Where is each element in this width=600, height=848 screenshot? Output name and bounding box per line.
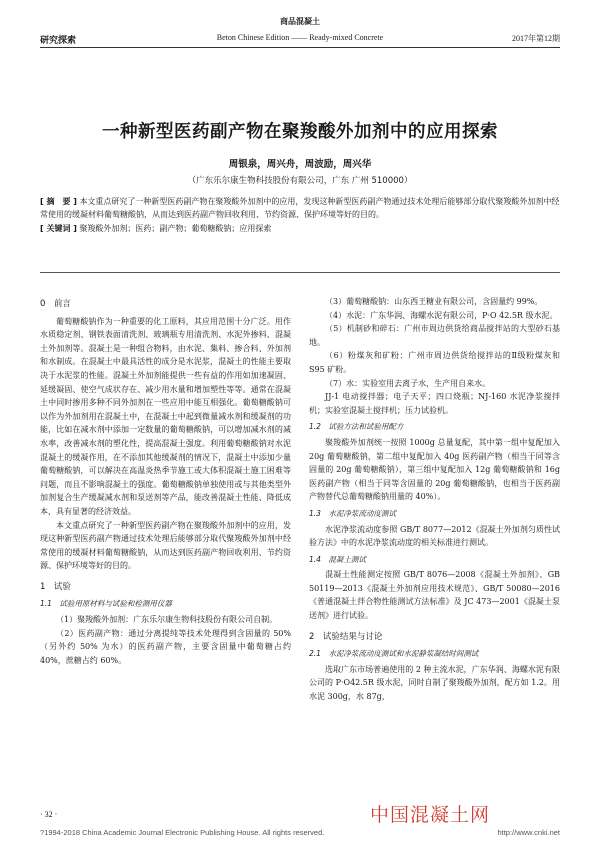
paragraph: 聚羧酸外加剂统一按照 1000g 总量复配，其中第一组中复配加入 20g 葡萄糖酸钠，第二组中复配加入 40g 医药副产物（相当于同等含固量的 20g 葡萄糖酸钠），第三组中复配加入 12g 葡萄糖酸钠和 16g 医药副产物（相当于同等含固量的 20g 葡萄糖酸钠，也相当于医药副产物替代总葡萄糖酸钠用量的 40%）。 xyxy=(309,437,560,502)
article-title: 一种新型医药副产物在聚羧酸外加剂中的应用探索 xyxy=(102,122,498,142)
section-heading-intro: 0 前言 xyxy=(40,299,71,309)
running-header-edition: Beton Chinese Edition —— Ready-mixed Concrete xyxy=(216,33,384,42)
paragraph: 混凝土性能测定按照 GB/T 8076—2008《混凝土外加剂》、GB 50119—2013《混凝土外加剂应用技术规范》、GB/T 50080—2016《普通混凝土拌合物性能测试方法标准》及 JC 473—2001《混凝土泵送剂》进行试验。 xyxy=(309,570,560,621)
paragraph: 葡萄糖酸钠作为一种重要的化工原料，其应用范围十分广泛。用作水质稳定剂、钢铁表面清洗剂、玻璃瓶专用清洗剂、水泥外掺料、混凝土外加剂等。混凝土是一种组合物料，由水泥、集料、掺合料、外加剂和水制成。在混凝土中最具活性的成分是水泥浆，混凝土的性能主要取决于水泥浆的性能。混凝土外加剂能提供一些有益的作用如加速凝固、延缓凝固、使空气成状存在、减少用水量和增加塑性等等。通常在混凝土中同时掺用多种不同外加剂在一些应用中能互相强化。葡萄糖酸钠可以作为外加剂用在混凝土中，在混凝土中起到微量减水剂和缓凝剂的功能，比如在减水剂中添加一定数量的葡萄糖酸钠，可以增加减水剂的减水率，改善减水剂的塑化性，提高混凝土强度。利用葡萄糖酸钠对水泥混凝土的缓凝作用，在不添加其他缓凝剂的情况下，混凝土中添加少量葡萄糖酸钠，可以解决在高温炎热季节施工或大体积混凝土施工困难等问题，而且不影响混凝土的强度。葡萄糖酸钠单独使用或与其他类型外加剂复合生产缓凝减水剂和泵送剂等产品，能改善混凝土性能、降低成本，具有显著的经济效益。 xyxy=(40,316,291,516)
section-heading-results: 2 试验结果与讨论 xyxy=(309,631,383,642)
list-item: （5）机制砂和碎石：广州市周边供货给商品搅拌站的大型砂石基地。 xyxy=(309,324,560,347)
abstract-rule xyxy=(40,272,560,273)
abstract xyxy=(40,195,560,222)
subsection-heading: 1.1 试验用原材料与试验和检测用仪器 xyxy=(40,599,172,609)
running-header-section: 研究探索 xyxy=(40,36,77,46)
page-number: · 32 · xyxy=(40,810,58,819)
keywords-text: 聚羧酸外加剂；医药；副产物；葡萄糖酸钠；应用探索 xyxy=(79,223,272,233)
abstract-text: 本文重点研究了一种新型医药副产物在聚羧酸外加剂中的应用，发现这种新型医药副产物通过技术处理后能够部分取代聚羧酸外加剂中经常使用的缓凝材料葡萄糖酸钠，从而达到医药副产物回收利用、节约资源、保护环境等好的目的。 xyxy=(40,197,560,220)
header-rule xyxy=(40,47,560,48)
paragraph: 选取广东市场普遍使用的 2 种主流水泥，广东华润、海螺水泥有限公司的 P·O42.5R 级水泥，同时自制了聚羧酸外加剂，配方如 1.2。用水泥 300g，水 87g， xyxy=(309,664,560,702)
article-affiliation: （广东乐尔康生物科技股份有限公司，广东 广州 510000） xyxy=(187,176,413,186)
subsection-heading: 2.1 水泥净浆流动度测试和水泥静浆凝结时间测试 xyxy=(309,649,479,659)
paragraph: 本文重点研究了一种新型医药副产物在聚羧酸外加剂中的应用，发现这种新型医药副产物通过技术处理后能够部分取代聚羧酸外加剂中经常使用的缓凝材料葡萄糖酸钠，从而达到医药副产物回收利用、节约资源、保护环境等好的目的。 xyxy=(40,520,291,571)
right-column xyxy=(309,295,560,704)
section-heading-experiment: 1 试验 xyxy=(40,581,71,592)
running-header-issue: 2017年第12期 xyxy=(512,34,560,43)
list-item: （4）水泥：广东华润、海螺水泥有限公司，P·O 42.5R 级水泥。 xyxy=(325,310,558,320)
list-item: （6）粉煤灰和矿粉：广州市周边供货给搅拌站的Ⅱ级粉煤灰和 S95 矿粉。 xyxy=(309,351,560,374)
subsection-heading: 1.2 试验方法和试验用配方 xyxy=(309,422,404,432)
copyright-footer: ?1994-2018 China Academic Journal Electronic Publishing House. All rights reserved. xyxy=(40,828,325,837)
paragraph: JJ-1 电动搅拌器；电子天平；四口烧瓶；NJ-160 水泥净浆搅拌机；实验室混凝土搅拌机；压力试验机。 xyxy=(309,392,560,415)
article-authors: 周银泉，周兴舟，周波励，周兴华 xyxy=(228,159,372,170)
paragraph: （2）医药副产物：通过分离提纯等技术处理得到含固量的 50%（另外约 50% 为水）的医药副产物，主要含固量中葡萄糖占约 40%，蔗糖占约 60%。 xyxy=(40,628,291,665)
paragraph: （1）聚羧酸外加剂：广东乐尔康生物科技股份有限公司自制。 xyxy=(56,615,278,625)
abstract-label: [ 摘 要 ] xyxy=(40,197,77,206)
abstract-block xyxy=(40,195,560,235)
watermark: 中国混凝土网 xyxy=(370,804,491,826)
subsection-heading: 1.3 水泥净浆流动度测试 xyxy=(309,508,396,518)
footer-url: http://www.cnki.net xyxy=(497,828,560,837)
paragraph: 水泥净浆流动度参照 GB/T 8077—2012《混凝土外加剂匀质性试验方法》中的水泥净浆流动度的相关标准进行测试。 xyxy=(309,524,560,548)
left-column xyxy=(40,295,291,667)
subsection-heading: 1.4 混凝土测试 xyxy=(309,554,366,564)
running-header-journal: 商品混凝土 xyxy=(280,16,320,26)
keywords xyxy=(40,222,560,235)
list-item: （3）葡萄糖酸钠：山东西王糖业有限公司，含固量约 99%。 xyxy=(325,297,543,306)
keywords-label: [ 关键词 ] xyxy=(40,223,77,233)
list-item: （7）水：实验室用去离子水，生产用自来水。 xyxy=(325,378,491,388)
